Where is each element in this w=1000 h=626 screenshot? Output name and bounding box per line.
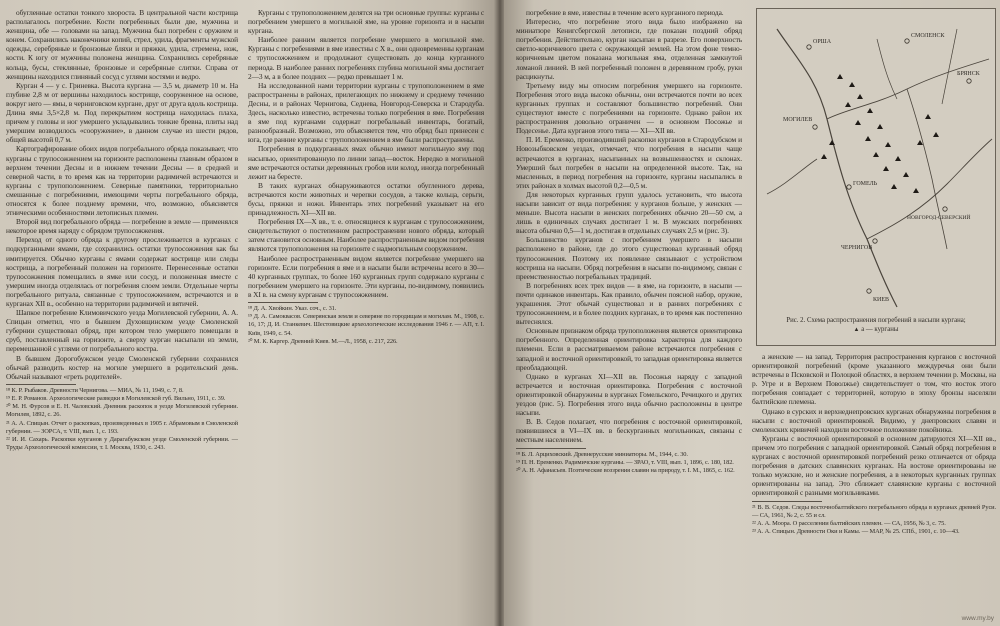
kurgan-marker xyxy=(867,108,873,113)
footnote-rule xyxy=(6,384,76,385)
town-label: СМОЛЕНСК xyxy=(911,33,945,39)
footnote: ²³ А. А. Спицын. Древности Оки и Камы. — МАР, № 25. СПб., 1901, с. 10—43. xyxy=(752,528,960,536)
paragraph: Основным признаком обряда трупоположения является ориентировка погребенного. Определенная ориентировка характерна для каждого племени. Если в рассматриваемом районе встречаются погребения с западной и восточной ориентировкой, то западная ориентировка является преобладающей. xyxy=(516,326,742,372)
footnote: ²² И. И. Сахарь. Раскопки курганов у Дарагабужском уезде Смоленской губернии. — Труды Археологической комиссии, т. I. Москва, 1930, с. 243. xyxy=(6,436,238,452)
footnote: ²² А. А. Моора. О расселении балтийских племен. — СА, 1956, № 3, с. 75. xyxy=(752,519,946,527)
paragraph: Наиболее распространенным видом является погребение умершего на горизонте. Если погребения в яме и в насыпи были встречены всего в 30—40 курганных группах, то более 160 курганных групп содержало курганы с погребением умершего на горизонте. Эти курганы, по-видимому, появились в XI в. на смену курганам с трупосожжением. xyxy=(248,253,484,299)
river-line xyxy=(777,29,897,307)
town-label: КИЕВ xyxy=(873,297,890,303)
kurgan-marker xyxy=(933,132,939,137)
kurgan-marker xyxy=(857,94,863,99)
legend-text: а — курганы xyxy=(861,326,899,334)
footnote: ¹⁹ Д. А. Самоквасов. Северянская земля и северяне по городищам и могилам. М., 1908, с. 16, 17; Д. И. Станкевич. Шестовицкие археологические исследования 1946 г. — АП, т. I. Київ, 1949, с. 54. xyxy=(248,313,484,337)
town-label: ОРША xyxy=(813,39,832,45)
caption-text: Рис. 2. Схема распространения погребений в насыпи кургана; xyxy=(786,317,966,324)
paragraph: Однако в курганах XI—XII вв. Посожья наряду с западной встречается и восточная ориентировка. Погребения с восточной ориентировкой обнаружены в курганах Гомельского, Речицкого и других уездов (рис. 5). Погребения этого вида обычно расположены в центре насыпи. xyxy=(516,371,742,418)
town-marker xyxy=(867,289,871,293)
kurgan-markers xyxy=(821,74,939,193)
paragraph: Погребения IX—X вв., т. е. относящиеся к курганам с трупосожжением, свидетельствуют о постепенном распространении нового обряда, который затем становится основным. Наиболее распространенным видом погребения являются трупоположения на горизонте с надмогильным сооружением. xyxy=(248,217,484,254)
footnote: ²¹ В. В. Седов. Следы восточнобалтийского погребального обряда в курганах древней Руси. — СА, 1961, № 2, с. 55 и сл. xyxy=(752,503,996,519)
kurgan-marker xyxy=(829,140,835,145)
footnote: ¹⁸ К. Р. Рыбаков. Древности Чернигова. — МИА, № 11, 1949, с. 7, 8. xyxy=(6,386,184,394)
triangle-icon: ▲ xyxy=(853,327,860,334)
paragraph: Для некоторых курганных групп удалось установить, что высота насыпи зависит от вида погребения: у курганов больше, у женских — меньше. Высота насыпи в женских погребениях обычно 20—50 см, а лишь в единичных случаях достигает 1 м. В мужских погребениях высота обычно 0,5—1 м, достигая в отдельных случаях 2,5 м (рис. 3). xyxy=(516,189,742,236)
kurgan-marker xyxy=(837,74,843,79)
distribution-map xyxy=(757,9,995,309)
paragraph: На исследованной нами территории курганы с трупоположением в яме распространены в районах, прилегающих по нижнему и среднему течению Десны, и в районах Чернигова, Седнева, Новгород-Северска и Стародуба. Здесь, насколько известно, встречены только погребения в яме. Погребения в яме под курганами содержат погребальный инвентарь, богатый, разнообразный. Возможно, это объясняется тем, что обряд был принесен с юга, где ранние курганы с трупоположением в яме были распространены. xyxy=(248,80,484,145)
town-marker xyxy=(873,239,877,243)
footnote: ¹⁸ Б. Л. Арциховский. Древнерусские миниатюры. М., 1944, с. 30. xyxy=(516,450,688,458)
paragraph: Большинство курганов с погребением умершего в насыпи расположено в районе, где до этого существовал курганный обряд трупосожжения. Поэтому их появление связывают с устройством костриша на насыпи. Обряд погребения в насыпи по-видимому, связан с преемственностью погребальных традиций. xyxy=(516,235,742,281)
paragraph: Однако в сурских и верхнеднепровских курганах обнаружены погребения в насыпи с восточной ориентировкой. Видимо, у днепровских славян и смоленских кривичей находили восточное положение покойника. xyxy=(752,406,996,434)
figure-legend xyxy=(763,326,989,334)
paragraph: Картографирование обоих видов погребального обряда показывает, что курганы с трупосожжением на горизонте расположены главным образом в верхнем течении Десны и в нижнем течении Десны — в средней и северной части, в то время как на территории радимичей встречаются и курганы с трупоположением. Северные памятники, территориально смешанные с погребениями, имеющими черты погребального обряда, относятся к более позднему времени, что, возможно, объясняется этническими особенностями летописных племен. xyxy=(6,144,238,218)
paragraph: Второй вид погребального обряда — погребение в земле — применялся некоторое время наряду с обрядом трупосожжения. xyxy=(6,217,238,236)
figure-caption xyxy=(763,317,989,335)
town-marker xyxy=(905,39,909,43)
paragraph: В бывшем Дорогобужском уезде Смоленской губернии сохранился обычай разводить костер на могиле умершего в родительский день. Обычай называют «греть родителей». xyxy=(6,353,238,381)
footnote: ²⁰ М. К. Каргер. Древний Киев. М.—Л., 1958, с. 217, 226. xyxy=(248,337,398,345)
paragraph: обугленные остатки тонкого хворостa. В центральной части костpища располагалось погребение. Кости погребенных были две, мужчина и женщина, обе — головами на запад. Мужчина был погребен с оружием и конем. Сохранились наконечники копий, стрел, удила, фрагменты мужской одежды, серебряные и бронзовые бляхи и пряжки, удила, стремена, нож, кости. К югу от мужчины положена женщина. Сохранились серебряные кольца, бусы, стеклянные, бронзовые и серебряные слитки. Справа от женщины находился глиняный сосуд с углями костями и ведро. xyxy=(6,8,238,81)
paragraph: Курганы с восточной ориентировкой в основном датируются XI—XII вв., причем это погребения с западной ориентировкой. Самый обряд погребения в курганах с восточной ориентировкой погребений резко отличается от обряда погребения в датских славянских курганах. На востоке ориентированы не только мужские, но и женские погребения, а в некоторых курганных группах ориентированы на запад. Это сближает славянские курганы с восточной ориентировкой с разными могильниками. xyxy=(752,433,996,498)
right-column-2 xyxy=(752,352,996,620)
paragraph: В погребениях всех трех видов — в яме, на горизонте, в насыпи — почти одинаков инвентарь. Как правило, обычен поясной набор, оружие, украшения. Этот обычай существовал и в ранних погребениях с трупосожжением, и в более поздних курганах, в то время как постепенно вытеснялся. xyxy=(516,280,742,327)
kurgan-marker xyxy=(885,142,891,147)
paragraph: Переход от одного обряда к другому прослеживается в курганах с подкурганными ямами, где сохранились остатки трупосожжения как бы имитируется. Обычно курганы с ямами содержат кострище или следы кострища, а погребенный положен на горизонте. Перенесенные остатки трупосожжения помещались в ямке или сосуд, и положенная вместе с умершим иногда отделялась от погребения слоем земли. Отдельные черты погребального ритуала, связанные с трупосожжением, встречаются и в курганах XII в., особенно на территории радимичей и вятичей. xyxy=(6,235,238,308)
paragraph: В таких курганах обнаруживаются остатки обугленного дерева, встречаются кости животных и черепки сосудов, а также кольца, серьги, бусы, пряжки и ножи. Инвентарь этих погребений указывает на его принадлежность XI—XII вв. xyxy=(248,180,484,218)
footnote: ¹⁹ Е. Р. Романов. Археологические разведки в Могилевской губ. Вильно, 1911, с. 39. xyxy=(6,395,226,403)
watermark: www.my.by xyxy=(961,615,994,622)
river-line xyxy=(867,139,992,239)
town-marker xyxy=(967,79,971,83)
paragraph: Курган 4 — у с. Гриневка. Высота кургана — 3,5 м, диаметр 10 м. На глубине 2,8 м от вершины находилось кострище, сооруженное на основе, вокруг него — ямы, в черниговском кургане, друг от друга вдоль кострища. Длина ямы 3,5×2,8 м. Под перекрытием кострища находилась плахa, причем у головы и ног умершего укладывались тонкие бревна, плиты над умершим возводилось «сооружение», в данном случае из шести рядов, общей высотой 0,7 м. xyxy=(6,80,238,145)
left-column-1 xyxy=(6,8,238,618)
town-marker xyxy=(807,45,811,49)
kurgan-marker xyxy=(865,136,871,141)
river-line xyxy=(767,159,817,194)
kurgan-marker xyxy=(845,102,851,107)
town-label: ГОМЕЛЬ xyxy=(853,181,878,187)
town-marker xyxy=(943,207,947,211)
kurgan-marker xyxy=(913,188,919,193)
town-marker xyxy=(813,125,817,129)
kurgan-marker xyxy=(877,124,883,129)
kurgan-marker xyxy=(895,156,901,161)
paragraph: Погребения в подкурганных ямах обычно имеют могильную яму под насыпью, ориентированную по линии запад—восток. Нередко в могильной яме встречаются остатки деревянных гробов или колод, иногда погребенный лежит на бересте. xyxy=(248,144,484,181)
footnote: ²¹ А. А. Спицын. Отчет о раскопках, произведенных в 1905 г. Абрамовым в Смоленской губернии. — ЗОРСА, т. VIII, вып. 1, с. 193. xyxy=(6,419,238,435)
distribution-map-figure xyxy=(756,8,996,346)
footnote: ²⁰ А. Н. Афанасьев. Поэтические воззрения славян на природу, т. I. М., 1865, с. 162. xyxy=(516,466,735,474)
paragraph: Интересно, что погребение этого вида было изображено на миниатюре Кенигсбергской летописи, где показан поздний обряд погребения. Действительно, курган насыпан в разрезе. Его поверхность светло-коричневого цвета с окружающей землей. На этом фоне темно-коричневым цветом показана могильная яма, отделенная замкнутой ломаной линией. В ней погребенный положен в деревянном гробу, руки расцикнуты. xyxy=(516,17,742,81)
footnote-rule xyxy=(248,302,318,303)
left-page xyxy=(0,0,496,626)
kurgan-marker xyxy=(821,154,827,159)
river-line xyxy=(907,89,947,249)
kurgan-marker xyxy=(891,184,897,189)
town-label: МОГИЛЕВ xyxy=(783,117,813,123)
paragraph: Третьему виду мы относим погребения умершего на горизонте. Погребения этого вида высоко обычны, они встречаются почти во всех курганных группах и составляют большинство погребений. Они существуют вместе с погребениями на горизонте. Однако район их распространения довольно ограничен — в основном Посожье и Подесенье. Дата курганов этого типа — XI—XII вв. xyxy=(516,80,742,136)
river-line xyxy=(827,59,989,119)
kurgan-marker xyxy=(925,114,931,119)
footnote: ²⁰ М. Н. Фурсов и Е. Н. Чаловский. Дневник раскопок в уезде Могилевской губернии. Могилев, 1892, с. 26. xyxy=(6,403,238,419)
footnote: ¹⁸ Д. А. Хвойкин. Указ. соч., с. 31. xyxy=(248,305,337,312)
paragraph: В. В. Седов полагает, что погребения с восточной ориентировкой, появившиеся в VI—IX вв. в бескурганных могильниках, связаны с местным населением. xyxy=(516,417,742,445)
kurgan-marker xyxy=(873,152,879,157)
town-marker xyxy=(847,185,851,189)
paragraph: Курганы с трупоположением делятся на три основные группы: курганы с погребением умершего в могильной яме, на уровне горизонта и в насыпи кургана. xyxy=(248,8,484,36)
town-label: ЧЕРНИГОВ xyxy=(841,245,873,251)
right-column-1 xyxy=(516,8,742,618)
right-page xyxy=(504,0,1000,626)
kurgan-marker xyxy=(903,172,909,177)
river-line xyxy=(942,29,957,104)
left-column-2 xyxy=(248,8,484,618)
paragraph: Шапкое погребение Климовичского уезда Могилевской губернии, А. А. Спицын отметил, что в бывшем Духовщинском уезде Смоленской губернии существовал обряд, при котором тело умершего помещали в сруб, поставленный на горизонте, а сверху курган насыпали из земли, перемешанной с углями от погребального костра. xyxy=(6,308,238,354)
footnote-rule xyxy=(752,501,822,502)
river-line xyxy=(877,39,897,99)
footnote: ¹⁹ П. Н. Еременко. Радимичские курганы. — ЗРАО, т. VIII, вып. 1, 1896, с. 180, 182. xyxy=(516,458,734,466)
footnote-rule xyxy=(516,448,586,449)
town-label: БРЯНСК xyxy=(957,71,980,77)
kurgan-marker xyxy=(883,166,889,171)
kurgan-marker xyxy=(855,120,861,125)
paragraph: а женские — на запад. Территория распространения курганов с восточной ориентировкой погребений (кроме указанного междуречья они были встречены в Псковской и Полоцкой областях, в верхнем течении р. Москвы, на р. Угре и в Верхнем Поволжье) свидетельствует о том, что восток этого погребения совпадает с территорией, которую в эпоху бронзы населяли балтийские племена. xyxy=(752,352,996,407)
paragraph: П. И. Еременко, производивший раскопки курганов в Стародубском и Новозыбковском уездах, отмечает, что погребения в насыпи чаще встречаются в курганах, насыпанных на возвышенностях и склонах. Умерший был погребен в насыпи на определенной высоте. Так, на мысленных, в период погребения на горизонте, курганы насыпались в этих районах в холмах высотой 0,2—0,5 м. xyxy=(516,135,742,190)
town-label: НОВГОРОД-СЕВЕРСКИЙ xyxy=(907,215,971,221)
paragraph: погребение в яме, известны в течение всего курганного периода. xyxy=(526,8,724,17)
paragraph: Наиболее ранним является погребение умершего в могильной яме. Курганы с погребениями в яме известны с X в., они одновременны курганам с трупосожжением и продолжают существовать до конца курганного периода. В наиболее ранних погребениях глубина могильной ямы достигает 2—3 м, а в более поздних — редко превышает 1 м. xyxy=(248,35,484,81)
kurgan-marker xyxy=(849,82,855,87)
